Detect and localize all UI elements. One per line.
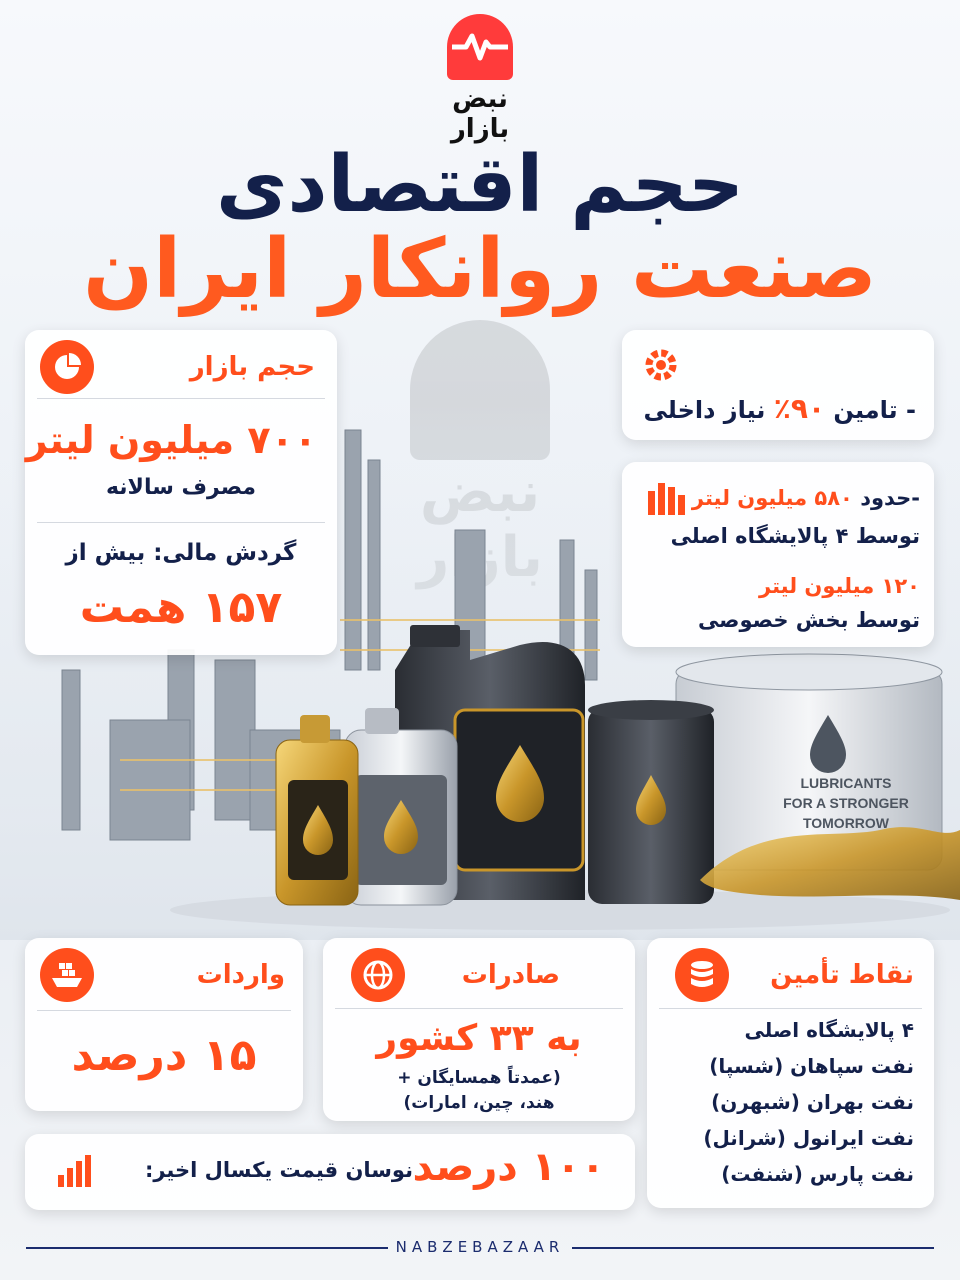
supply-share-card bbox=[622, 330, 934, 440]
gear-icon bbox=[634, 338, 688, 392]
price-swing-card bbox=[25, 1134, 635, 1210]
market-size-title: حجم بازار bbox=[189, 352, 315, 382]
exports-note1: (عمدتاً همسایگان + bbox=[397, 1068, 561, 1088]
supply-point-item: نفت پارس (شنفت) bbox=[721, 1162, 914, 1186]
production-line2: توسط ۴ پالایشگاه اصلی bbox=[670, 524, 920, 548]
page-title-line1: حجم اقتصادی bbox=[215, 140, 745, 230]
production-line4: توسط بخش خصوصی bbox=[697, 608, 920, 632]
tank-text-3: TOMORROW bbox=[802, 815, 890, 831]
imports-card bbox=[25, 938, 303, 1111]
production-card bbox=[622, 462, 934, 647]
exports-note2: هند، چین، امارات) bbox=[403, 1093, 555, 1113]
price-swing-label: نوسان قیمت یکسال اخیر: bbox=[144, 1158, 413, 1182]
brand-name: نبض بازار bbox=[450, 84, 510, 144]
tank-text-1: LUBRICANTS bbox=[800, 775, 892, 791]
bar-chart-icon bbox=[47, 1145, 101, 1199]
imports-value: ۱۵ درصد bbox=[71, 1030, 257, 1081]
cargo-ship-icon bbox=[40, 948, 94, 1002]
supply-share-text: - تامین ۹۰٪ نیاز داخلی bbox=[643, 392, 916, 425]
price-swing-value: ۱۰۰ درصد bbox=[412, 1144, 605, 1190]
imports-title: واردات bbox=[196, 960, 285, 990]
exports-card bbox=[323, 938, 635, 1121]
turnover-label: گردش مالی: بیش از bbox=[65, 540, 297, 566]
supply-point-item: نفت بهران (شبهرن) bbox=[711, 1090, 914, 1114]
supply-points-card bbox=[647, 938, 934, 1208]
production-line1: -حدود ۵۸۰ میلیون لیتر bbox=[691, 486, 920, 510]
footer-brand: NABZEBAZAAR bbox=[395, 1238, 565, 1256]
brand-logo bbox=[430, 14, 530, 144]
exports-title: صادرات bbox=[461, 960, 560, 990]
supply-point-item: نفت ایرانول (شرانل) bbox=[703, 1126, 914, 1150]
pie-chart-icon bbox=[40, 340, 94, 394]
supply-point-item: نفت سپاهان (شسپا) bbox=[709, 1054, 914, 1078]
database-icon bbox=[675, 948, 729, 1002]
production-line3: ۱۲۰ میلیون لیتر bbox=[759, 574, 920, 598]
supply-point-item: ۴ پالایشگاه اصلی bbox=[744, 1018, 914, 1042]
turnover-value: ۱۵۷ همت bbox=[79, 582, 283, 633]
tank-text-2: FOR A STRONGER bbox=[783, 795, 909, 811]
factory-icon bbox=[640, 470, 694, 524]
exports-value: به ۳۳ کشور bbox=[376, 1018, 582, 1059]
market-size-card bbox=[25, 330, 337, 655]
page-title-line2: صنعت روانکار ایران bbox=[83, 222, 877, 317]
market-volume-caption: مصرف سالانه bbox=[105, 475, 257, 500]
market-volume: ۷۰۰ میلیون لیتر bbox=[25, 418, 317, 462]
pulse-logo-icon bbox=[447, 14, 513, 80]
globe-icon bbox=[351, 948, 405, 1002]
supply-points-title: نقاط تأمین bbox=[770, 960, 914, 990]
